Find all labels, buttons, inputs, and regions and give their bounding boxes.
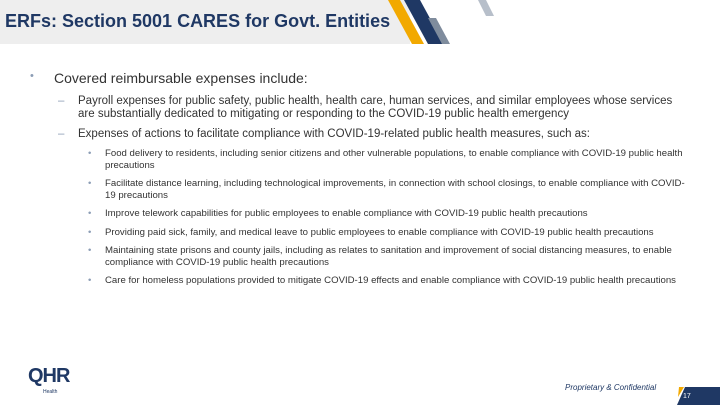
- detail-item: [30, 275, 690, 287]
- sub-item: [30, 95, 690, 121]
- detail-item-text: Maintaining state prisons and county jails, including as relates to sanitation and improvement of social distancing measures, to enable compliance with COVID-19 public health precautions: [105, 245, 672, 268]
- sub-item-text: Expenses of actions to facilitate compliance with COVID-19-related public health measures, such as:: [78, 128, 591, 140]
- bullet-marker: •: [88, 226, 92, 238]
- bullet-marker: •: [30, 70, 34, 82]
- detail-item: [30, 178, 690, 201]
- detail-item-text: Care for homeless populations provided to mitigate COVID-19 effects and enable compliance with COVID-19 public health precautions: [105, 275, 676, 286]
- dash-marker: –: [58, 128, 65, 140]
- main-bullet-text: Covered reimbursable expenses include:: [54, 70, 308, 86]
- detail-item-text: Improve telework capabilities for public employees to enable compliance with COVID-19 public health precautions: [105, 208, 588, 219]
- dash-marker: –: [58, 95, 65, 107]
- confidential-label: Proprietary & Confidential: [565, 383, 657, 392]
- detail-item-text: Providing paid sick, family, and medical leave to public employees to enable compliance with COVID-19 public health precautions: [105, 226, 654, 238]
- decorative-slashes: [380, 0, 500, 44]
- slide-title: ERFs: Section 5001 CARES for Govt. Entities: [5, 11, 391, 31]
- detail-item-text: Facilitate distance learning, including technological improvements, in connection with school closings, to enable compliance with COVID-19 precautions: [105, 178, 685, 201]
- detail-item: [30, 208, 690, 220]
- main-bullet: [30, 70, 690, 86]
- logo-subtext: Health: [43, 389, 58, 395]
- sub-item: [30, 128, 690, 141]
- bullet-marker: •: [88, 178, 92, 189]
- bullet-marker: •: [88, 148, 92, 159]
- slide-content: [30, 70, 690, 294]
- gray-slash-2: [478, 0, 494, 16]
- detail-item-text: Food delivery to residents, including senior citizens and other vulnerable populations, to enable compliance with COVID-19 public health precautions: [105, 148, 683, 171]
- detail-item: [30, 227, 690, 239]
- bullet-marker: •: [88, 208, 92, 219]
- detail-item: [30, 245, 690, 268]
- logo-text: QHR: [28, 365, 70, 387]
- bullet-marker: •: [88, 245, 92, 256]
- qhr-logo: [28, 365, 78, 399]
- bullet-marker: •: [88, 275, 92, 286]
- sub-item-text: Payroll expenses for public safety, public health, health care, human services, and similar employees whose services are substantially dedicated to mitigating or responding to the COVID-19 public health emergency: [78, 95, 673, 120]
- page-number: 17: [683, 393, 691, 400]
- detail-item: [30, 148, 690, 171]
